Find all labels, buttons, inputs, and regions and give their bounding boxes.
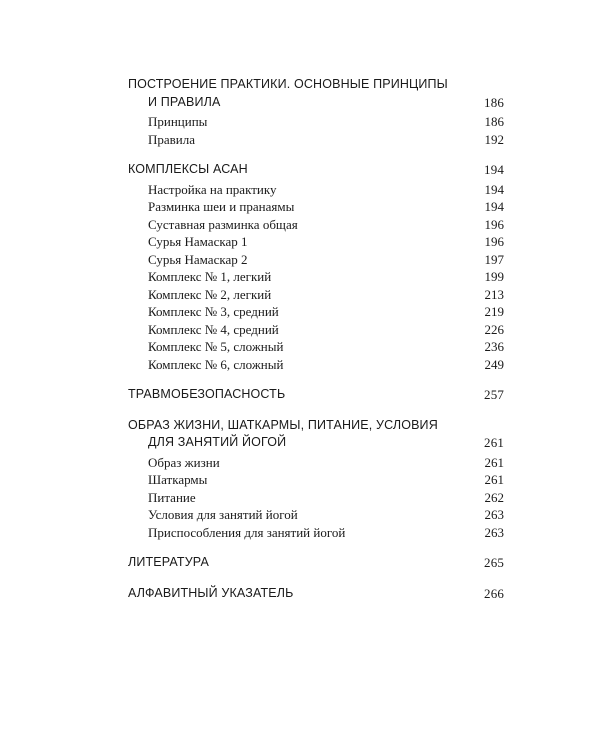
- toc-heading-line: [128, 94, 504, 112]
- toc-subsection-page-number: 196: [484, 234, 504, 249]
- toc-subsection-item: [128, 268, 504, 286]
- toc-heading-line: [128, 386, 504, 404]
- toc-subsection-title: Комплекс № 3, средний: [148, 304, 279, 319]
- toc-subsection-title: Суставная разминка общая: [148, 216, 298, 232]
- toc-heading-page-number: 261: [484, 435, 504, 450]
- toc-section: [128, 585, 504, 603]
- toc-subsection-item: [128, 471, 504, 489]
- toc-subsection-page-number: 263: [484, 524, 504, 540]
- toc-section: [128, 386, 504, 404]
- toc-subsection-list: [128, 113, 504, 148]
- toc-subsection-title: Приспособления для занятий йогой: [148, 524, 346, 540]
- toc-heading-page-number: 186: [484, 94, 504, 110]
- toc-subsection-page-number: 262: [484, 489, 504, 505]
- toc-subsection-item: [128, 286, 504, 304]
- toc-subsection-item: [128, 489, 504, 507]
- toc-subsection-page-number: 249: [484, 356, 504, 372]
- toc-heading-line: [128, 434, 504, 452]
- toc-subsection-item: [128, 198, 504, 216]
- toc-subsection-title: Комплекс № 6, сложный: [148, 356, 284, 372]
- toc-subsection-title: Шаткармы: [148, 472, 208, 487]
- toc-subsection-item: [128, 233, 504, 251]
- toc-heading-text: ДЛЯ ЗАНЯТИЙ ЙОГОЙ: [148, 435, 287, 449]
- toc-subsection-item: [128, 338, 504, 356]
- toc-heading-text: ЛИТЕРАТУРА: [128, 555, 209, 569]
- toc-heading-page-number: 257: [484, 387, 504, 402]
- toc-heading-text: АЛФАВИТНЫЙ УКАЗАТЕЛЬ: [128, 585, 294, 600]
- toc-subsection-page-number: 263: [484, 507, 504, 522]
- toc-subsection-page-number: 213: [484, 286, 504, 302]
- toc-section: [128, 554, 504, 572]
- toc-section: [128, 161, 504, 373]
- toc-subsection-item: [128, 216, 504, 234]
- toc-heading-page-number: 266: [484, 585, 504, 601]
- toc-subsection-item: [128, 454, 504, 472]
- toc-heading-text: ТРАВМОБЕЗОПАСНОСТЬ: [128, 387, 286, 401]
- toc-subsection-page-number: 236: [484, 339, 504, 354]
- toc-subsection-page-number: 199: [484, 269, 504, 284]
- toc-subsection-title: Питание: [148, 489, 196, 505]
- toc-subsection-title: Сурья Намаскар 1: [148, 234, 248, 249]
- toc-subsection-page-number: 219: [484, 304, 504, 319]
- toc-heading-line: [128, 417, 504, 435]
- toc-subsection-page-number: 196: [484, 216, 504, 232]
- toc-subsection-item: [128, 251, 504, 269]
- toc-heading-line: [128, 76, 504, 94]
- toc-subsection-title: Правила: [148, 131, 196, 147]
- toc-subsection-title: Образ жизни: [148, 454, 220, 470]
- toc-subsection-title: Условия для занятий йогой: [148, 507, 298, 522]
- toc-subsection-page-number: 197: [484, 251, 504, 267]
- toc-subsection-item: [128, 506, 504, 524]
- toc-heading-line: [128, 554, 504, 572]
- toc-heading-page-number: 194: [484, 162, 504, 177]
- toc-heading-line: [128, 585, 504, 603]
- toc-subsection-title: Комплекс № 4, средний: [148, 321, 279, 337]
- toc-subsection-page-number: 226: [484, 321, 504, 337]
- toc-subsection-item: [128, 303, 504, 321]
- toc-subsection-page-number: 261: [484, 472, 504, 487]
- toc-subsection-item: [128, 131, 504, 149]
- toc-subsection-item: [128, 113, 504, 131]
- toc-heading-page-number: 265: [484, 555, 504, 570]
- toc-heading-text: ОБРАЗ ЖИЗНИ, ШАТКАРМЫ, ПИТАНИЕ, УСЛОВИЯ: [128, 417, 438, 432]
- toc-heading-text: ПОСТРОЕНИЕ ПРАКТИКИ. ОСНОВНЫЕ ПРИНЦИПЫ: [128, 77, 448, 91]
- toc-subsection-item: [128, 321, 504, 339]
- toc-subsection-title: Комплекс № 1, легкий: [148, 269, 272, 284]
- toc-subsection-page-number: 186: [484, 114, 504, 129]
- toc-section: [128, 417, 504, 542]
- toc-subsection-title: Комплекс № 5, сложный: [148, 339, 284, 354]
- toc-subsection-title: Сурья Намаскар 2: [148, 251, 248, 267]
- toc-subsection-list: [128, 454, 504, 542]
- toc-subsection-list: [128, 181, 504, 374]
- toc-subsection-page-number: 194: [484, 181, 504, 197]
- toc-heading-line: [128, 161, 504, 179]
- toc-subsection-title: Принципы: [148, 114, 208, 129]
- toc-subsection-item: [128, 181, 504, 199]
- toc-subsection-page-number: 261: [484, 454, 504, 470]
- toc-subsection-item: [128, 356, 504, 374]
- toc-subsection-title: Разминка шеи и пранаямы: [148, 199, 295, 214]
- toc-subsection-page-number: 192: [484, 131, 504, 147]
- toc-subsection-page-number: 194: [484, 199, 504, 214]
- table-of-contents: [128, 76, 504, 615]
- toc-subsection-title: Настройка на практику: [148, 181, 277, 197]
- toc-subsection-title: Комплекс № 2, легкий: [148, 286, 272, 302]
- toc-heading-text: КОМПЛЕКСЫ АСАН: [128, 162, 248, 176]
- toc-subsection-item: [128, 524, 504, 542]
- toc-heading-text: И ПРАВИЛА: [148, 94, 221, 109]
- toc-section: [128, 76, 504, 148]
